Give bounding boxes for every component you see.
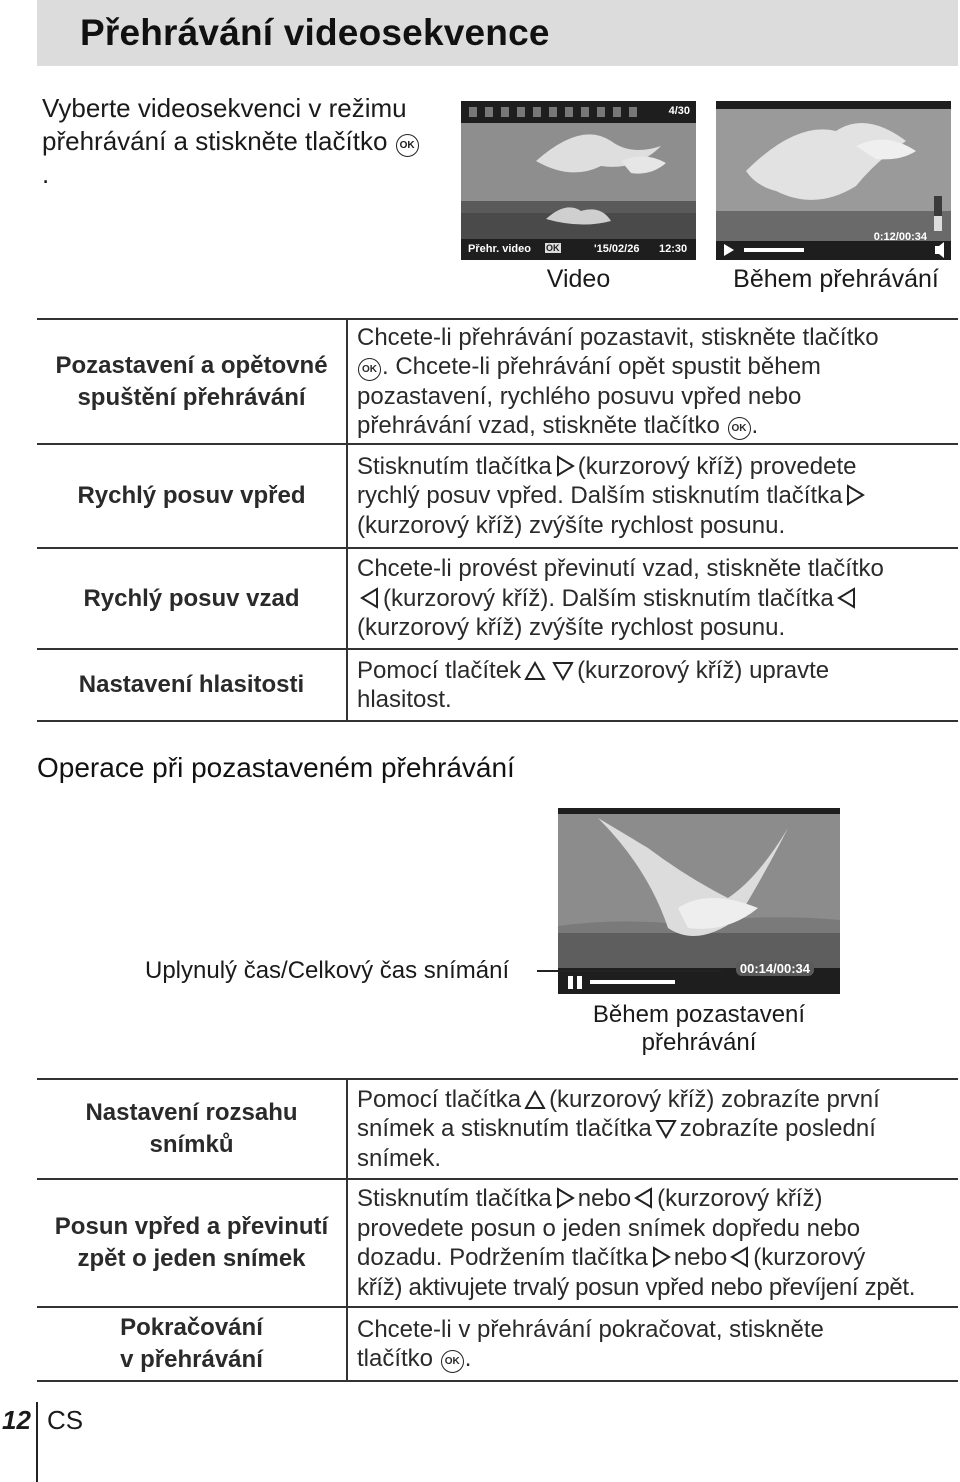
- desc-line: [357, 1085, 958, 1115]
- video-caption: Video: [546, 265, 611, 293]
- op-row-volume: [37, 649, 958, 721]
- desc-line: Chcete-li přehrávání pozastavit, stiskněte tlačítko: [357, 323, 879, 351]
- op-label-line: snímků: [149, 1131, 234, 1158]
- section-heading: Operace při pozastaveném přehrávání: [37, 752, 515, 783]
- desc-line: provedete posun o jeden snímek dopředu nebo: [357, 1214, 861, 1242]
- arrow-left-icon: [634, 1187, 654, 1209]
- timer-pointer-line: [537, 970, 722, 972]
- playing-screen: [716, 101, 951, 260]
- desc-text: .: [751, 412, 759, 439]
- desc-text: . Chcete-li přehrávání opět spustit během: [382, 353, 821, 380]
- op-description: [347, 548, 958, 649]
- op-description: [347, 1079, 958, 1179]
- footer-divider: [36, 1402, 38, 1482]
- desc-text: snímek a stisknutím tlačítka: [357, 1115, 652, 1143]
- playing-caption: Během přehrávání: [733, 265, 939, 293]
- intro-period: .: [42, 159, 50, 189]
- arrow-up-icon: [524, 661, 546, 681]
- ok-button-icon: OK: [358, 358, 381, 381]
- op-description: [347, 1307, 958, 1381]
- op-label: Rychlý posuv vzad: [37, 548, 347, 649]
- op-label: [37, 1079, 347, 1179]
- op-label-line: spuštění přehrávání: [77, 383, 306, 411]
- arrow-right-icon: [555, 455, 575, 477]
- ok-button-icon: OK: [396, 134, 419, 157]
- op-row-resume: [37, 1307, 958, 1381]
- desc-text: tlačítko: [357, 1345, 434, 1372]
- arrow-right-icon: [555, 1187, 575, 1209]
- play-video-label: Přehr. video: [468, 243, 531, 255]
- desc-line: pozastavení, rychlého posuvu vpřed nebo: [357, 382, 802, 410]
- desc-text: nebo: [673, 1244, 728, 1271]
- desc-line: [357, 656, 958, 686]
- paused-ops-table: [37, 1078, 958, 1382]
- desc-line: [357, 1344, 958, 1374]
- op-row-pause: [37, 319, 958, 444]
- page-title: Přehrávání videosekvence: [80, 12, 550, 53]
- paused-caption: [558, 1001, 840, 1057]
- desc-text: zobrazíte poslední: [679, 1115, 876, 1143]
- desc-text: přehrávání vzad, stiskněte tlačítko: [357, 412, 720, 439]
- arrow-right-icon: [845, 484, 865, 506]
- op-label-line: v přehrávání: [120, 1346, 263, 1373]
- op-label: Rychlý posuv vpřed: [37, 444, 347, 548]
- playback-ops-table: [37, 318, 958, 722]
- desc-line: [357, 1184, 958, 1214]
- desc-line: Chcete-li provést převinutí vzad, stiskněte tlačítko: [357, 555, 884, 583]
- caption-line: Během pozastavení: [592, 1001, 806, 1028]
- op-label-line: zpět o jeden snímek: [77, 1245, 306, 1272]
- desc-line: hlasitost.: [357, 686, 452, 713]
- desc-text: dozadu. Podržením tlačítka: [357, 1244, 648, 1271]
- op-description: [347, 649, 958, 721]
- desc-text: Pomocí tlačítek: [357, 656, 522, 684]
- op-description: [347, 1179, 958, 1307]
- page-number: 12: [2, 1405, 31, 1435]
- op-label-line: Posun vpřed a převinutí: [54, 1213, 329, 1240]
- timer-pointer-label: Uplynulý čas/Celkový čas snímání: [145, 957, 510, 984]
- video-screen-image: [461, 101, 696, 260]
- desc-line: [357, 481, 958, 511]
- op-description: [347, 319, 958, 444]
- desc-text: nebo: [577, 1185, 632, 1212]
- desc-text: (kurzorový: [753, 1244, 866, 1271]
- desc-text: Stisknutím tlačítka: [357, 1185, 552, 1212]
- ok-button-icon: OK: [441, 1350, 464, 1373]
- desc-line: [357, 584, 958, 614]
- arrow-left-icon: [360, 587, 380, 609]
- op-label: Nastavení hlasitosti: [37, 649, 347, 721]
- desc-line: kříž) aktivujete trvalý posun vpřed nebo převíjení zpět.: [357, 1273, 916, 1301]
- desc-line: [357, 411, 958, 441]
- arrow-right-icon: [651, 1246, 671, 1268]
- desc-line: [357, 352, 958, 382]
- video-time: 12:30: [659, 243, 688, 255]
- desc-text: (kurzorový kříž): [657, 1185, 823, 1212]
- desc-line: (kurzorový kříž) zvýšíte rychlost posunu.: [357, 614, 786, 642]
- desc-text: (kurzorový kříž). Dalším stisknutím tlačítka: [383, 584, 834, 612]
- elapsed-total-timer: 00:14/00:34: [736, 961, 814, 976]
- desc-line: Chcete-li v přehrávání pokračovat, stiskněte: [357, 1315, 824, 1343]
- op-label: [37, 319, 347, 444]
- desc-line: [357, 452, 958, 482]
- video-screen: [461, 101, 696, 260]
- desc-text: Pomocí tlačítka: [357, 1085, 522, 1113]
- op-label-line: Nastavení rozsahu: [85, 1099, 298, 1126]
- op-row-range: [37, 1079, 958, 1179]
- paused-screen: [558, 808, 840, 994]
- arrow-down-icon: [552, 661, 574, 681]
- intro-sentence: Vyberte videosekvenci v režimu přehrávání a stiskněte tlačítko: [42, 93, 407, 156]
- caption-line: přehrávání: [641, 1029, 757, 1056]
- desc-text: (kurzorový kříž) upravte: [577, 656, 830, 684]
- desc-line: (kurzorový kříž) zvýšíte rychlost posunu.: [357, 511, 786, 539]
- desc-line: [357, 1243, 958, 1273]
- op-label: [37, 1307, 347, 1381]
- intro-text: [42, 92, 422, 191]
- desc-text: .: [464, 1345, 472, 1372]
- op-row-fast-forward: [37, 444, 958, 548]
- op-label: [37, 1179, 347, 1307]
- op-label-line: Pokračování: [120, 1314, 263, 1341]
- op-label-line: Pozastavení a opětovné: [55, 351, 328, 379]
- desc-text: (kurzorový kříž) zobrazíte první: [549, 1085, 880, 1113]
- playback-timer: 0:12/00:34: [873, 231, 927, 243]
- language-code: CS: [47, 1405, 84, 1435]
- op-description: [347, 444, 958, 548]
- video-date: '15/02/26: [594, 243, 640, 255]
- arrow-left-icon: [837, 587, 857, 609]
- arrow-up-icon: [524, 1090, 546, 1110]
- arrow-left-icon: [730, 1246, 750, 1268]
- desc-line: snímek.: [357, 1144, 442, 1172]
- desc-text: rychlý posuv vpřed. Dalším stisknutím tlačítka: [357, 482, 843, 510]
- op-row-rewind: [37, 548, 958, 649]
- frame-counter: 4/30: [668, 105, 690, 117]
- desc-line: [357, 1114, 958, 1144]
- desc-text: (kurzorový kříž) provedete: [577, 452, 857, 480]
- desc-text: Stisknutím tlačítka: [357, 452, 552, 480]
- op-row-frame-step: [37, 1179, 958, 1307]
- arrow-down-icon: [655, 1119, 677, 1139]
- ok-badge: OK: [546, 243, 560, 253]
- ok-button-icon: OK: [728, 417, 751, 440]
